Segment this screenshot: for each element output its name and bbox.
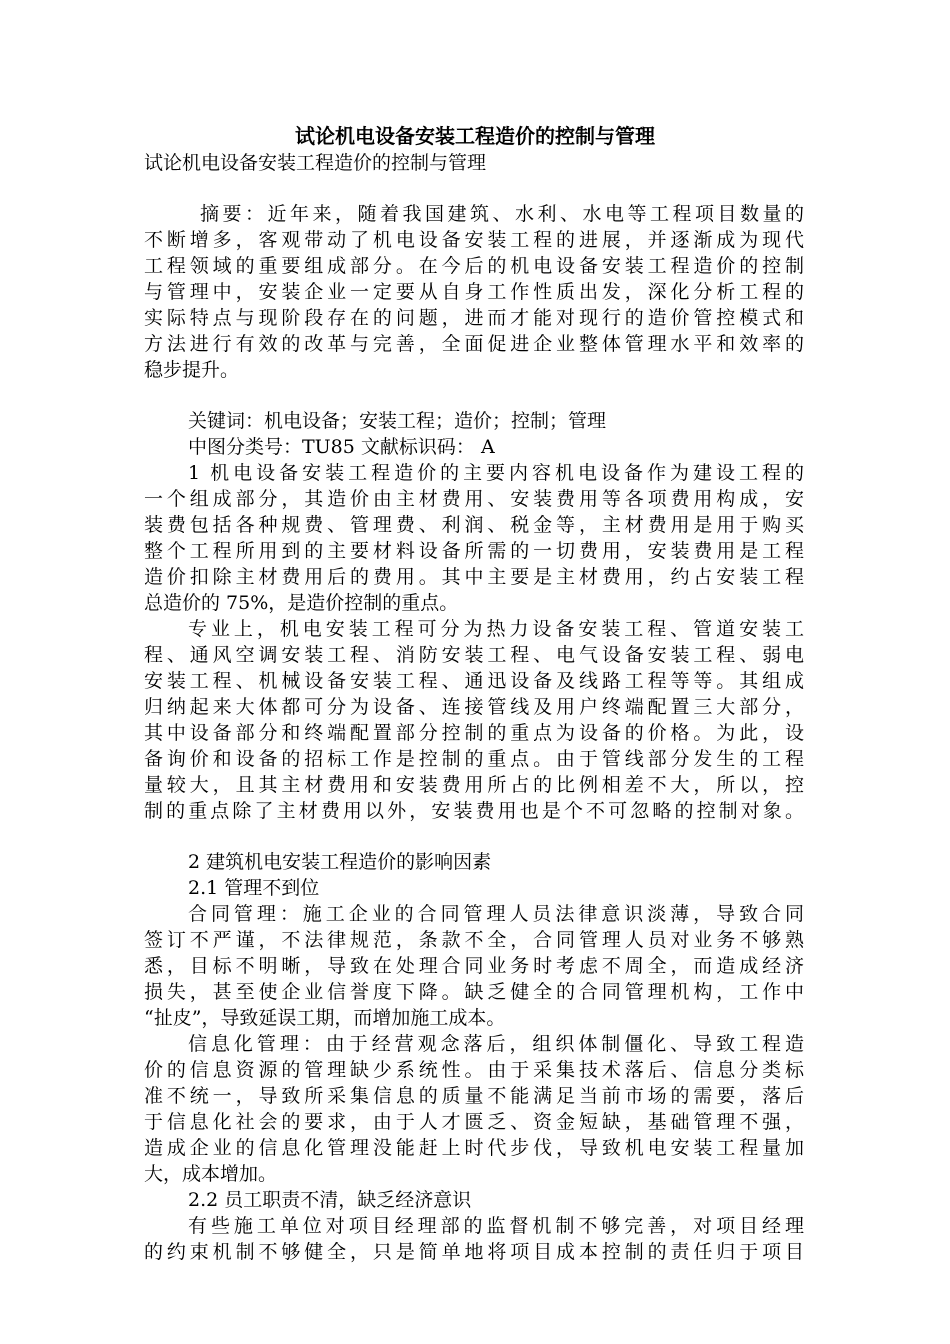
body-line: 造成企业的信息化管理没能赶上时代步伐，导致机电安装工程量加	[144, 1137, 804, 1159]
body-line: 1 机电设备安装工程造价的主要内容机电设备作为建设工程的	[188, 462, 804, 484]
body-line: 准不统一，导致所采集信息的质量不能满足当前市场的需要，落后	[144, 1085, 804, 1107]
body-line: 信息化管理：由于经营观念落后，组织体制僵化、导致工程造	[188, 1033, 804, 1055]
body-line: 造价扣除主材费用后的费用。其中主要是主材费用，约占安装工程	[144, 566, 804, 588]
body-line: 总造价的 75%，是造价控制的重点。	[144, 592, 459, 614]
keywords: 关键词：机电设备；安装工程；造价；控制；管理	[188, 410, 607, 432]
body-line: 签订不严谨，不法律规范，条款不全，合同管理人员对业务不够熟	[144, 929, 804, 951]
abstract-line: 与管理中，安装企业一定要从自身工作性质出发，深化分析工程的	[144, 281, 804, 303]
body-line: 装费包括各种规费、管理费、利润、税金等，主材费用是用于购买	[144, 514, 804, 536]
subsection-heading: 2.2 员工职责不清，缺乏经济意识	[188, 1189, 472, 1211]
abstract-line: 工程领域的重要组成部分。在今后的机电设备安装工程造价的控制	[144, 255, 804, 277]
abstract-line: 不断增多，客观带动了机电设备安装工程的进展，并逐渐成为现代	[144, 229, 804, 251]
body-line: “扯皮”，导致延误工期，而增加施工成本。	[144, 1007, 506, 1029]
body-line: 有些施工单位对项目经理部的监督机制不够完善，对项目经理	[188, 1215, 804, 1237]
body-line: 安装工程、机械设备安装工程、通迅设备及线路工程等等。其组成	[144, 670, 804, 692]
body-line: 悉，目标不明晰，导致在处理合同业务时考虑不周全，而造成经济	[144, 955, 804, 977]
body-line: 损失，甚至使企业信誉度下降。缺乏健全的合同管理机构，工作中	[144, 981, 804, 1003]
body-line: 整个工程所用到的主要材料设备所需的一切费用，安装费用是工程	[144, 540, 804, 562]
section-heading: 2 建筑机电安装工程造价的影响因素	[188, 851, 492, 873]
classification: 中图分类号：TU85 文献标识码： A	[188, 436, 495, 458]
abstract-line: 实际特点与现阶段存在的问题，进而才能对现行的造价管控模式和	[144, 307, 804, 329]
document-subtitle: 试论机电设备安装工程造价的控制与管理	[144, 152, 487, 174]
body-line: 其中设备部分和终端配置部分控制的重点为设备的价格。为此，设	[144, 722, 804, 744]
body-line: 归纳起来大体都可分为设备、连接管线及用户终端配置三大部分，	[144, 696, 804, 718]
abstract-line: 方法进行有效的改革与完善，全面促进企业整体管理水平和效率的	[144, 333, 804, 355]
body-line: 量较大，且其主材费用和安装费用所占的比例相差不大，所以，控	[144, 774, 804, 796]
body-line: 一个组成部分，其造价由主材费用、安装费用等各项费用构成，安	[144, 488, 804, 510]
body-line: 备询价和设备的招标工作是控制的重点。由于管线部分发生的工程	[144, 748, 804, 770]
body-line: 制的重点除了主材费用以外，安装费用也是个不可忽略的控制对象。	[144, 800, 804, 822]
body-line: 专业上，机电安装工程可分为热力设备安装工程、管道安装工	[188, 618, 804, 640]
document-title: 试论机电设备安装工程造价的控制与管理	[295, 124, 655, 148]
body-line: 合同管理：施工企业的合同管理人员法律意识淡薄，导致合同	[188, 903, 804, 925]
body-line: 价的信息资源的管理缺少系统性。由于采集技术落后、信息分类标	[144, 1059, 804, 1081]
body-line: 的约束机制不够健全，只是简单地将项目成本控制的责任归于项目	[144, 1241, 804, 1263]
abstract-line: 稳步提升。	[144, 359, 240, 381]
abstract-line: 摘要：近年来，随着我国建筑、水利、水电等工程项目数量的	[200, 203, 804, 225]
body-line: 于信息化社会的要求，由于人才匮乏、资金短缺，基础管理不强，	[144, 1111, 804, 1133]
subsection-heading: 2.1 管理不到位	[188, 877, 320, 899]
body-line: 程、通风空调安装工程、消防安装工程、电气设备安装工程、弱电	[144, 644, 804, 666]
body-line: 大，成本增加。	[144, 1163, 278, 1185]
